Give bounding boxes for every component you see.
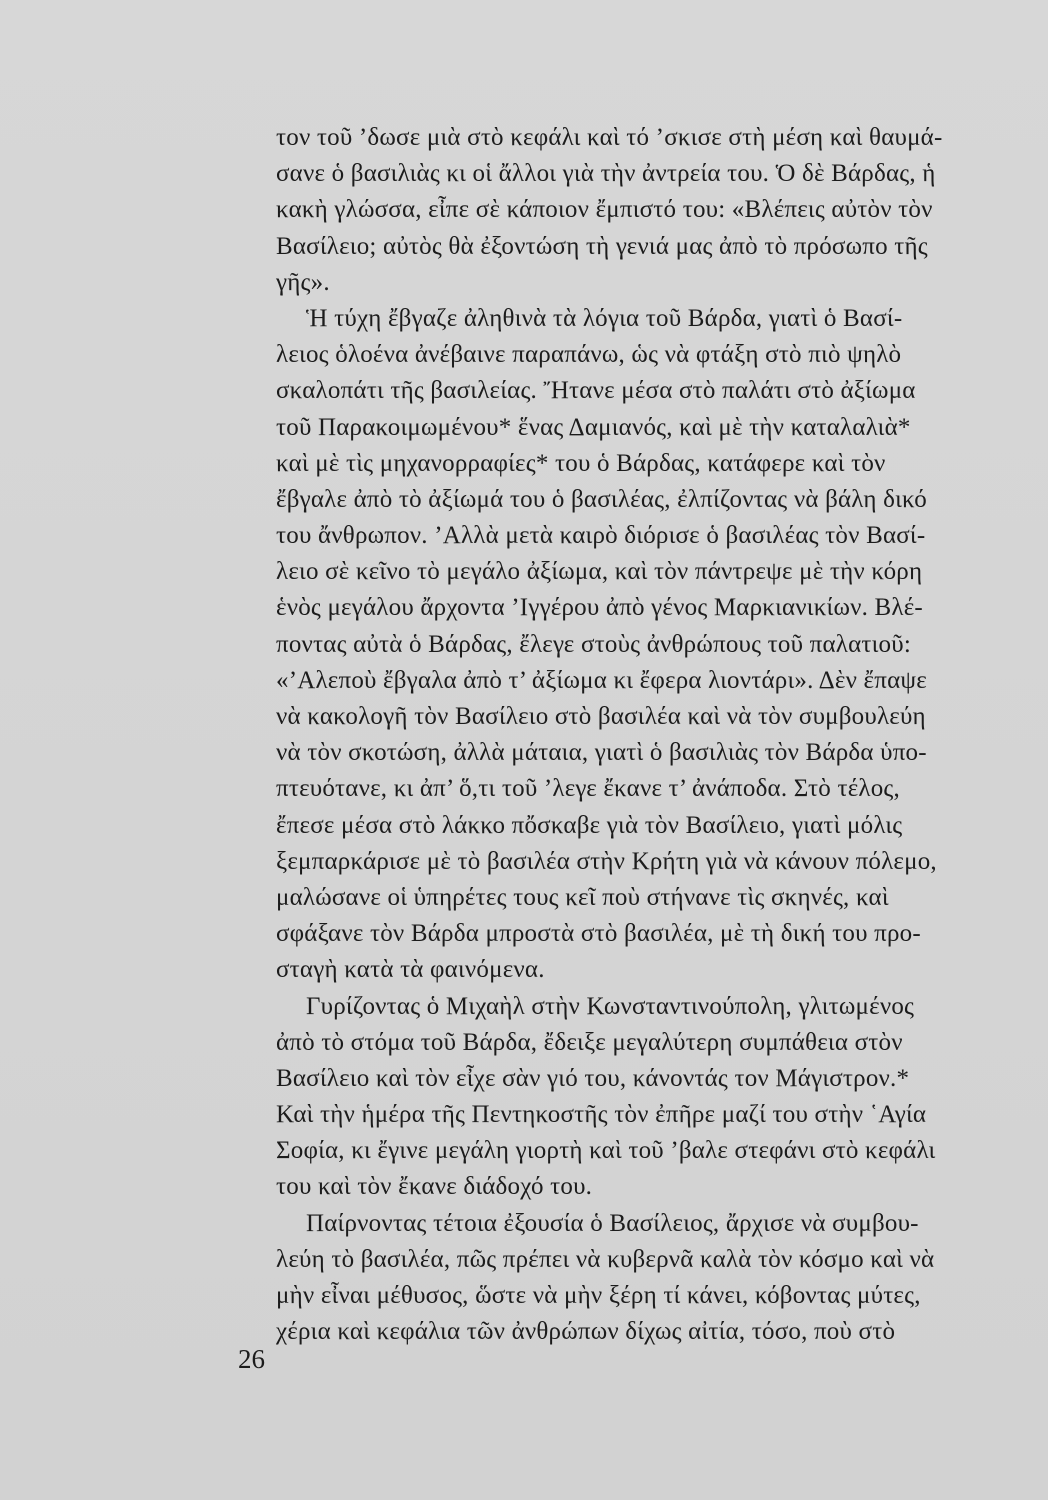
text-line: λειος ὁλοένα ἀνέβαινε παραπάνω, ὡς νὰ φτάξη στὸ πιὸ ψηλὸ <box>276 341 902 369</box>
text-line: πτευότανε, κι ἀπ’ ὅ,τι τοῦ ’λεγε ἔκανε τ’ ἀνάποδα. Στὸ τέλος, <box>276 775 900 803</box>
text-line: του καὶ τὸν ἔκανε διάδοχό του. <box>276 1173 593 1201</box>
text-line: τοῦ Παρακοιμωμένου* ἕνας Δαμιανός, καὶ μὲ τὴν καταλαλιὰ* <box>276 413 911 441</box>
text-line: σφάξανε τὸν Βάρδα μπροστὰ στὸ βασιλέα, μὲ τὴ δική του προ- <box>276 920 921 948</box>
text-line: τον τοῦ ’δωσε μιὰ στὸ κεφάλι καὶ τό ’σκισε στὴ μέση καὶ θαυμά- <box>276 124 943 151</box>
text-line: χέρια καὶ κεφάλια τῶν ἀνθρώπων δίχως αἰτία, τόσο, ποὺ στὸ <box>276 1318 896 1346</box>
text-line: ἔβγαλε ἀπὸ τὸ ἀξίωμά του ὁ βασιλέας, ἐλπίζοντας νὰ βάλη δικό <box>276 485 927 513</box>
text-line: λεύη τὸ βασιλέα, πῶς πρέπει νὰ κυβερνᾶ καλὰ τὸν κόσμο καὶ νὰ <box>276 1245 935 1273</box>
text-line: «’Αλεποὺ ἔβγαλα ἀπὸ τ’ ἀξίωμα κι ἔφερα λιοντάρι». Δὲν ἔπαψε <box>276 666 927 694</box>
text-line: ποντας αὐτὰ ὁ Βάρδας, ἔλεγε στοὺς ἀνθρώπους τοῦ παλατιοῦ: <box>276 630 911 658</box>
text-line: ἔπεσε μέσα στὸ λάκκο πὄσκαβε γιὰ τὸν Βασίλειο, γιατὶ μόλις <box>276 811 903 839</box>
text-line: Βασίλειο καὶ τὸν εἶχε σὰν γιό του, κάνοντάς τον Μάγιστρον.* <box>276 1064 910 1092</box>
text-line: καὶ μὲ τὶς μηχανορραφίες* του ὁ Βάρδας, κατάφερε καὶ τὸν <box>276 449 886 477</box>
page-number: 26 <box>238 1344 265 1374</box>
text-line: μὴν εἶναι μέθυσος, ὥστε νὰ μὴν ξέρη τί κάνει, κόβοντας μύτες, <box>276 1282 921 1309</box>
text-line: σταγὴ κατὰ τὰ φαινόμενα. <box>276 956 545 984</box>
text-line: νὰ κακολογῆ τὸν Βασίλειο στὸ βασιλέα καὶ νὰ τὸν συμβουλεύη <box>276 703 926 730</box>
text-line: ξεμπαρκάρισε μὲ τὸ βασιλέα στὴν Κρήτη γιὰ νὰ κάνουν πόλεμο, <box>276 847 937 875</box>
text-line: Γυρίζοντας ὁ Μιχαὴλ στὴν Κωνσταντινούπολη, γλιτωμένος <box>306 992 915 1020</box>
text-line: Ἡ τύχη ἔβγαζε ἀληθινὰ τὰ λόγια τοῦ Βάρδα, γιατὶ ὁ Βασί- <box>306 304 903 332</box>
text-line: του ἄνθρωπον. ’Αλλὰ μετὰ καιρὸ διόρισε ὁ βασιλέας τὸν Βασί- <box>276 522 926 550</box>
text-line: Καὶ τὴν ἡμέρα τῆς Πεντηκοστῆς τὸν ἐπῆρε μαζί του στὴν ῾Αγία <box>276 1101 927 1129</box>
text-line: νὰ τὸν σκοτώση, ἀλλὰ μάταια, γιατὶ ὁ βασιλιὰς τὸν Βάρδα ὑπο- <box>276 739 927 767</box>
text-line: γῆς». <box>276 268 330 296</box>
text-line: μαλώσανε οἱ ὑπηρέτες τους κεῖ ποὺ στήνανε τὶς σκηνές, καὶ <box>276 883 889 911</box>
text-line: Βασίλειο; αὐτὸς θὰ ἐξοντώση τὴ γενιά μας ἀπὸ τὸ πρόσωπο τῆς <box>276 232 928 260</box>
body-text <box>276 120 1046 1350</box>
text-line: Σοφία, κι ἔγινε μεγάλη γιορτὴ καὶ τοῦ ’βαλε στεφάνι στὸ κεφάλι <box>276 1137 936 1165</box>
text-line: κακὴ γλώσσα, εἶπε σὲ κάποιον ἔμπιστό του: «Βλέπεις αὐτὸν τὸν <box>276 196 933 224</box>
text-line: λειο σὲ κεῖνο τὸ μεγάλο ἀξίωμα, καὶ τὸν πάντρεψε μὲ τὴν κόρη <box>276 558 923 586</box>
text-line: Παίρνοντας τέτοια ἐξουσία ὁ Βασίλειος, ἄρχισε νὰ συμβου- <box>306 1209 919 1237</box>
text-line: σκαλοπάτι τῆς βασιλείας. Ἤτανε μέσα στὸ παλάτι στὸ ἀξίωμα <box>276 377 916 405</box>
text-line: ἑνὸς μεγάλου ἄρχοντα ’Ιγγέρου ἀπὸ γένος Μαρκιανικίων. Βλέ- <box>276 594 923 622</box>
text-line: σανε ὁ βασιλιὰς κι οἱ ἄλλοι γιὰ τὴν ἀντρεία του. Ὁ δὲ Βάρδας, ἡ <box>276 160 936 188</box>
text-line: ἀπὸ τὸ στόμα τοῦ Βάρδα, ἔδειξε μεγαλύτερη συμπάθεια στὸν <box>276 1028 903 1056</box>
